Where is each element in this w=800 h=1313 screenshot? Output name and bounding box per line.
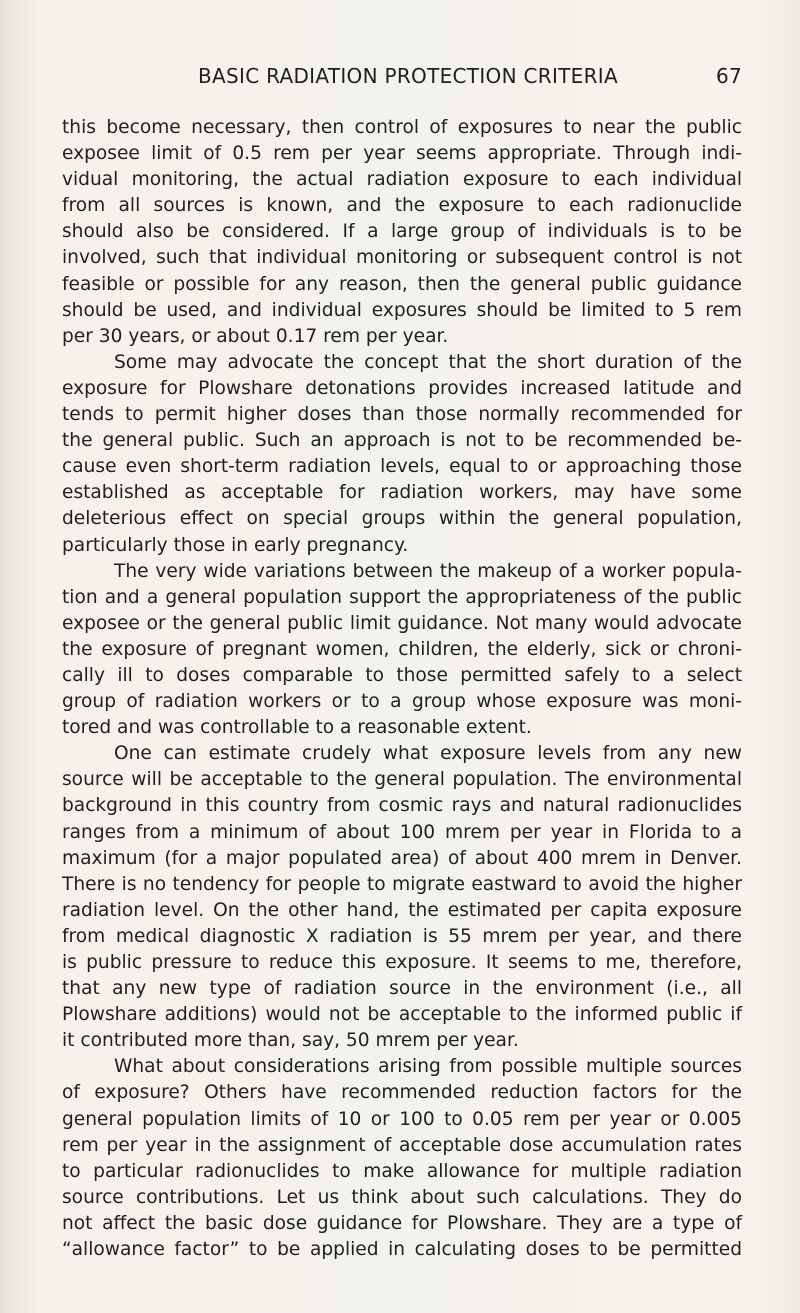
text-line: established as acceptable for radiation workers, may have some [62, 482, 742, 504]
text-line: background in this country from cosmic rays and natural radionuclides [62, 795, 742, 817]
text-line: One can estimate crudely what exposure levels from any new [114, 743, 742, 765]
text-line: the exposure of pregnant women, children, the elderly, sick or chroni- [62, 638, 742, 660]
text-line: ranges from a minimum of about 100 mrem per year in Florida to a [62, 821, 742, 843]
running-head-title: BASIC RADIATION PROTECTION CRITERIA [198, 64, 618, 88]
text-line: per 30 years, or about 0.17 rem per year. [62, 325, 449, 347]
text-line: the general public. Such an approach is not to be recommended be- [62, 430, 742, 452]
text-line: exposee or the general public limit guidance. Not many would advocate [62, 612, 742, 634]
text-line: tored and was controllable to a reasonable extent. [62, 717, 532, 739]
text-line: from all sources is known, and the exposure to each radionuclide [62, 195, 742, 217]
text-line: general population limits of 10 or 100 to 0.05 rem per year or 0.005 [62, 1108, 742, 1130]
text-line: “allowance factor” to be applied in calculating doses to be permitted [62, 1239, 742, 1261]
text-line: exposee limit of 0.5 rem per year seems appropriate. Through indi- [62, 143, 742, 165]
text-line: that any new type of radiation source in the environment (i.e., all [62, 978, 742, 1000]
running-header [62, 64, 742, 94]
text-line: it contributed more than, say, 50 mrem per year. [62, 1030, 519, 1052]
text-line: should also be considered. If a large group of individuals is to be [62, 221, 742, 243]
text-line: involved, such that individual monitoring or subsequent control is not [62, 247, 742, 269]
text-line: rem per year in the assignment of acceptable dose accumulation rates [62, 1134, 742, 1156]
text-line: maximum (for a major populated area) of about 400 mrem in Denver. [62, 847, 742, 869]
text-line: group of radiation workers or to a group whose exposure was moni- [62, 691, 742, 713]
text-line: tends to permit higher doses than those normally recommended for [62, 404, 742, 426]
text-line: The very wide variations between the makeup of a worker popula- [114, 560, 742, 582]
text-line: not affect the basic dose guidance for Plowshare. They are a type of [62, 1212, 742, 1234]
text-line: should be used, and individual exposures should be limited to 5 rem [62, 299, 742, 321]
body-text [62, 115, 742, 1263]
text-line: deleterious effect on special groups within the general population, [62, 508, 742, 530]
text-line: of exposure? Others have recommended reduction factors for the [62, 1082, 742, 1104]
text-line: cause even short-term radiation levels, equal to or approaching those [62, 456, 742, 478]
text-line: particularly those in early pregnancy. [62, 534, 409, 556]
text-line: What about considerations arising from possible multiple sources [114, 1056, 742, 1078]
text-line: source contributions. Let us think about such calculations. They do [62, 1186, 742, 1208]
text-line: to particular radionuclides to make allowance for multiple radiation [62, 1160, 742, 1182]
page-number: 67 [715, 64, 742, 88]
text-line: feasible or possible for any reason, then the general public guidance [62, 273, 742, 295]
text-line: vidual monitoring, the actual radiation exposure to each individual [62, 169, 742, 191]
text-line: Some may advocate the concept that the short duration of the [114, 351, 742, 373]
text-line: exposure for Plowshare detonations provides increased latitude and [62, 377, 742, 399]
text-line: this become necessary, then control of exposures to near the public [62, 117, 742, 138]
text-line: from medical diagnostic X radiation is 55 mrem per year, and there [62, 925, 742, 947]
text-line: radiation level. On the other hand, the estimated per capita exposure [62, 899, 742, 921]
text-line: cally ill to doses comparable to those permitted safely to a select [62, 664, 742, 686]
text-line: tion and a general population support the appropriateness of the public [62, 586, 742, 608]
text-line: is public pressure to reduce this exposure. It seems to me, therefore, [62, 952, 742, 973]
text-line: source will be acceptable to the general population. The environmental [62, 769, 742, 791]
text-line: Plowshare additions) would not be acceptable to the informed public if [62, 1004, 742, 1026]
text-line: There is no tendency for people to migrate eastward to avoid the higher [62, 873, 742, 895]
